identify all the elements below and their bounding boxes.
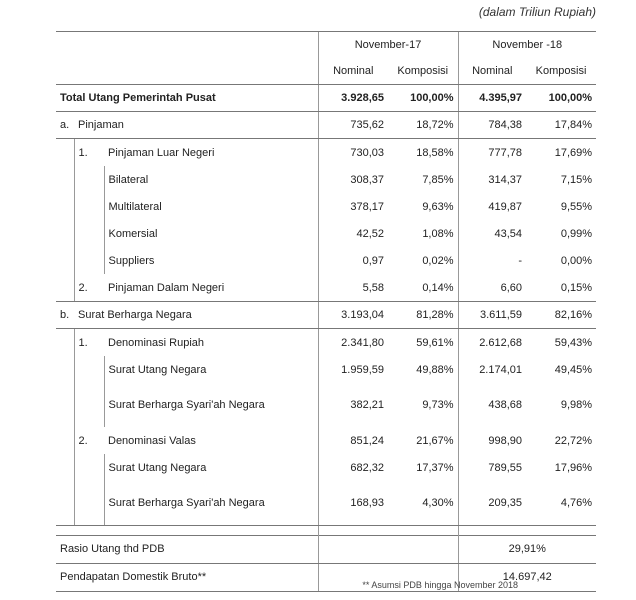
cell-komposisi-1: 9,63%: [422, 200, 454, 213]
ratio-row: [56, 535, 596, 563]
table-row: [56, 220, 596, 247]
cell-komposisi-1: 18,58%: [416, 146, 454, 159]
cell-nominal-2: 438,68: [458, 383, 526, 427]
cell-nominal-2: 209,35: [458, 481, 526, 525]
cell-komposisi-1: 49,88%: [416, 363, 454, 376]
cell-nominal-1: 3.928,65: [318, 85, 388, 112]
row-label: Bilateral: [104, 166, 318, 193]
row-number: a.: [56, 112, 74, 139]
cell-nominal-1: 730,03: [318, 139, 388, 167]
cell-komposisi-2: 9,98%: [560, 399, 593, 411]
cell-komposisi-2: 7,15%: [560, 173, 593, 186]
cell-komposisi-1: 21,67%: [416, 434, 454, 447]
cell-nominal-1: 5,58: [318, 274, 388, 302]
table-row: [56, 166, 596, 193]
cell-komposisi-2: 17,84%: [526, 112, 596, 139]
ratio-value: 29,91%: [458, 535, 596, 563]
row-label: Pinjaman: [74, 112, 318, 139]
cell-nominal-1: 308,37: [318, 166, 388, 193]
cell-nominal-2: 3.611,59: [458, 302, 526, 329]
table-row: [56, 139, 596, 167]
cell-nominal-2: 998,90: [458, 427, 526, 454]
cell-komposisi-2: 82,16%: [526, 302, 596, 329]
cell-nominal-1: 3.193,04: [318, 302, 388, 329]
cell-komposisi-1: 59,61%: [416, 336, 454, 349]
row-label: Komersial: [104, 220, 318, 247]
table-row: [56, 427, 596, 454]
table-row: [56, 356, 596, 383]
table-row: [56, 274, 596, 302]
table-row: [56, 302, 596, 329]
cell-nominal-2: 2.174,01: [458, 356, 526, 383]
cell-nominal-2: 6,60: [458, 274, 526, 302]
row-label: Surat Utang Negara: [104, 356, 318, 383]
cell-komposisi-2: 0,99%: [560, 227, 593, 240]
cell-nominal-2: 784,38: [458, 112, 526, 139]
header-period-2: November -18: [458, 32, 596, 59]
cell-komposisi-1: 18,72%: [388, 112, 458, 139]
row-label: Surat Berharga Syari'ah Negara: [104, 383, 318, 427]
row-label: Pinjaman Dalam Negeri: [104, 274, 318, 302]
cell-nominal-1: 735,62: [318, 112, 388, 139]
cell-komposisi-1: 4,30%: [388, 481, 458, 525]
header-period-1: November-17: [318, 32, 458, 59]
unit-note: (dalam Triliun Rupiah): [478, 5, 596, 19]
cell-komposisi-2: 17,69%: [554, 146, 593, 159]
cell-nominal-1: 682,32: [318, 454, 388, 481]
cell-nominal-1: 2.341,80: [318, 329, 388, 357]
cell-nominal-2: 314,37: [458, 166, 526, 193]
cell-komposisi-1: 7,85%: [422, 173, 454, 186]
header-period-row: [56, 32, 596, 59]
cell-komposisi-1: 81,28%: [388, 302, 458, 329]
cell-komposisi-2: 59,43%: [554, 336, 593, 349]
cell-nominal-1: 1.959,59: [318, 356, 388, 383]
ratio-label: Rasio Utang thd PDB: [56, 535, 318, 563]
cell-komposisi-2: 17,96%: [554, 461, 593, 474]
table-row: [56, 383, 596, 427]
cell-nominal-2: 4.395,97: [458, 85, 526, 112]
cell-nominal-2: -: [458, 247, 526, 274]
cell-nominal-1: 382,21: [318, 383, 388, 427]
header-column-row: [56, 58, 596, 85]
table-row: [56, 329, 596, 357]
table-row: [56, 193, 596, 220]
row-number: b.: [56, 302, 74, 329]
spacer-row: [56, 525, 596, 535]
cell-nominal-1: 0,97: [318, 247, 388, 274]
table-row: [56, 481, 596, 525]
row-number: 1.: [74, 329, 104, 357]
row-label: Surat Berharga Syari'ah Negara: [104, 481, 318, 525]
table-row: [56, 85, 596, 112]
cell-komposisi-1: 17,37%: [416, 461, 454, 474]
cell-nominal-2: 43,54: [458, 220, 526, 247]
row-label: Denominasi Rupiah: [108, 336, 204, 349]
cell-nominal-2: 777,78: [458, 139, 526, 167]
cell-komposisi-2: 0,00%: [560, 254, 593, 267]
header-komposisi-1: Komposisi: [388, 58, 458, 85]
row-label: Suppliers: [104, 247, 318, 274]
header-nominal-1: Nominal: [318, 58, 388, 85]
cell-nominal-2: 419,87: [458, 193, 526, 220]
cell-komposisi-2: 100,00%: [526, 85, 596, 112]
cell-komposisi-2: 0,15%: [526, 274, 596, 302]
footnote: ** Asumsi PDB hingga November 2018: [362, 580, 518, 590]
header-nominal-2: Nominal: [458, 58, 526, 85]
cell-komposisi-1: 1,08%: [422, 227, 454, 240]
cell-komposisi-2: 9,55%: [560, 200, 593, 213]
cell-nominal-2: 2.612,68: [458, 329, 526, 357]
cell-komposisi-2: 22,72%: [554, 434, 593, 447]
table-row: [56, 112, 596, 139]
table-row: [56, 454, 596, 481]
row-label: Surat Berharga Negara: [74, 302, 318, 329]
cell-komposisi-2: 49,45%: [554, 363, 593, 376]
cell-nominal-1: 42,52: [318, 220, 388, 247]
cell-nominal-1: 378,17: [318, 193, 388, 220]
cell-komposisi-1: 100,00%: [388, 85, 458, 112]
row-label: Denominasi Valas: [108, 434, 196, 447]
row-number: 2.: [74, 274, 104, 302]
cell-nominal-1: 851,24: [318, 427, 388, 454]
gdp-label: Pendapatan Domestik Bruto**: [56, 563, 318, 591]
header-komposisi-2: Komposisi: [526, 58, 596, 85]
gdp-value: 14.697,42: [458, 563, 596, 591]
cell-komposisi-2: 4,76%: [526, 481, 596, 525]
row-label: Surat Utang Negara: [104, 454, 318, 481]
row-label: Multilateral: [104, 193, 318, 220]
row-label: Pinjaman Luar Negeri: [108, 146, 215, 159]
debt-table: [56, 31, 596, 592]
row-number: 1.: [74, 139, 104, 167]
row-number: 2.: [74, 427, 104, 454]
cell-nominal-2: 789,55: [458, 454, 526, 481]
table-row: [56, 247, 596, 274]
row-label: Total Utang Pemerintah Pusat: [56, 85, 318, 112]
cell-komposisi-1: 9,73%: [422, 399, 454, 411]
cell-komposisi-1: 0,14%: [388, 274, 458, 302]
cell-komposisi-1: 0,02%: [422, 254, 454, 267]
cell-nominal-1: 168,93: [318, 481, 388, 525]
